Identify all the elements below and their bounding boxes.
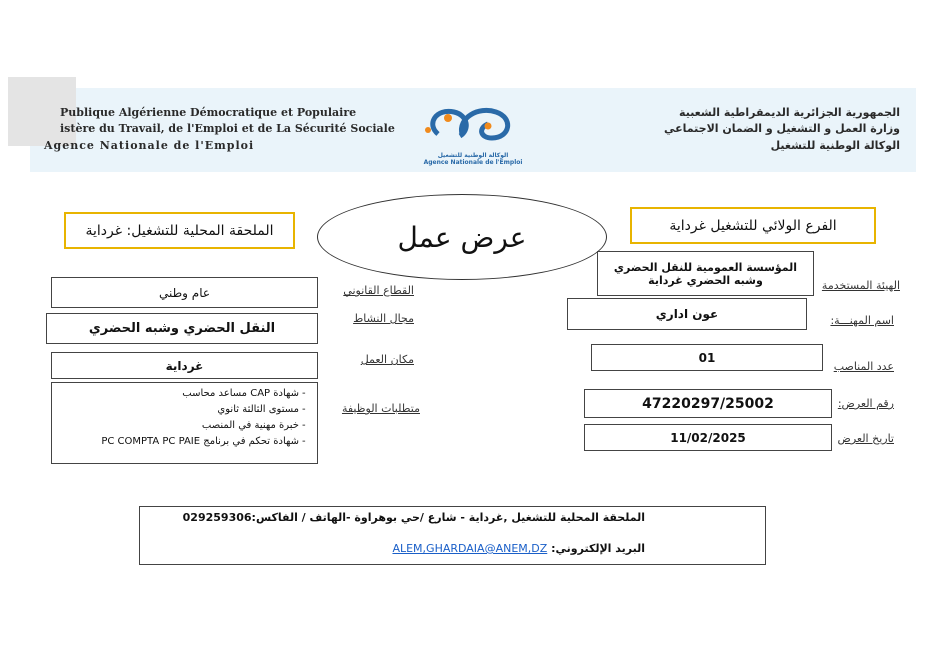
job-name-label: اسم المهنـــة: xyxy=(830,314,894,327)
local-office-text: الملحقة المحلية للتشغيل: غرداية xyxy=(85,222,274,239)
header-fr-line3: Agence Nationale de l'Emploi xyxy=(44,139,255,152)
workplace-value: غرداية xyxy=(51,352,318,379)
footer-address: الملحقة المحلية للتشغيل ,غرداية - شارع /حي بوهراوة -الهاتف / الفاكس:029259306 xyxy=(182,511,645,524)
legal-sector-value: عام وطني xyxy=(51,277,318,308)
footer-contact-box xyxy=(139,506,766,565)
offer-number-label: رقم العرض: xyxy=(837,397,894,410)
requirements-label: متطلبات الوظيفة xyxy=(341,402,420,415)
branch-text: الفرع الولائي للتشغيل غرداية xyxy=(669,217,837,234)
requirement-item: - شهادة CAP مساعد محاسب xyxy=(60,386,299,402)
activity-label: مجال النشاط xyxy=(353,312,414,325)
legal-sector-label: القطاع القانوني xyxy=(343,284,414,297)
footer-email-link[interactable]: ALEM,GHARDAIA@ANEM,DZ xyxy=(392,542,548,555)
offer-title: عرض عمل xyxy=(397,220,527,254)
footer-email-line xyxy=(140,542,645,555)
offer-date-value: 11/02/2025 xyxy=(584,424,832,451)
local-office-box xyxy=(64,212,295,249)
header-ar-line3: الوكالة الوطنية للتشغيل xyxy=(770,139,900,152)
offer-title-ellipse xyxy=(317,194,607,280)
employer-value: المؤسسة العمومية للنقل الحضري وشبه الحضري غرداية xyxy=(597,251,814,296)
offer-date-label: تاريخ العرض xyxy=(837,432,894,445)
header-ar-line2: وزارة العمل و التشغيل و الضمان الاجتماعي xyxy=(664,122,900,135)
positions-value: 01 xyxy=(591,344,823,371)
header-fr-line1: Publique Algérienne Démocratique et Populaire xyxy=(60,106,357,119)
requirements-box xyxy=(51,382,318,464)
employer-label: الهيئة المستخدمة xyxy=(821,279,900,292)
anem-logo-icon xyxy=(418,104,528,170)
offer-number-value: 47220297/25002 xyxy=(584,389,832,418)
header-ar-line1: الجمهورية الجزائرية الديمقراطية الشعبية xyxy=(679,106,900,119)
header-fr-line2: istère du Travail, de l'Emploi et de La Sécurité Sociale xyxy=(60,122,395,135)
workplace-label: مكان العمل xyxy=(360,353,414,366)
activity-value: النقل الحضري وشبه الحضري xyxy=(46,313,318,344)
branch-box xyxy=(630,207,876,244)
logo-caption-ar: الوكالة الوطنية للتشغيل xyxy=(437,152,509,159)
footer-email-label: البريد الإلكتروني: xyxy=(551,542,645,555)
logo-caption-fr: Agence Nationale de l'Emploi xyxy=(423,159,523,166)
requirement-item: - خبرة مهنية في المنصب xyxy=(60,418,299,434)
requirement-item: - مستوى الثالثة ثانوي xyxy=(60,402,299,418)
positions-label: عدد المناصب xyxy=(833,360,894,373)
job-name-value: عون اداري xyxy=(567,298,807,330)
requirement-item: - شهادة تحكم في برنامج PC COMPTA PC PAIE xyxy=(60,434,299,450)
